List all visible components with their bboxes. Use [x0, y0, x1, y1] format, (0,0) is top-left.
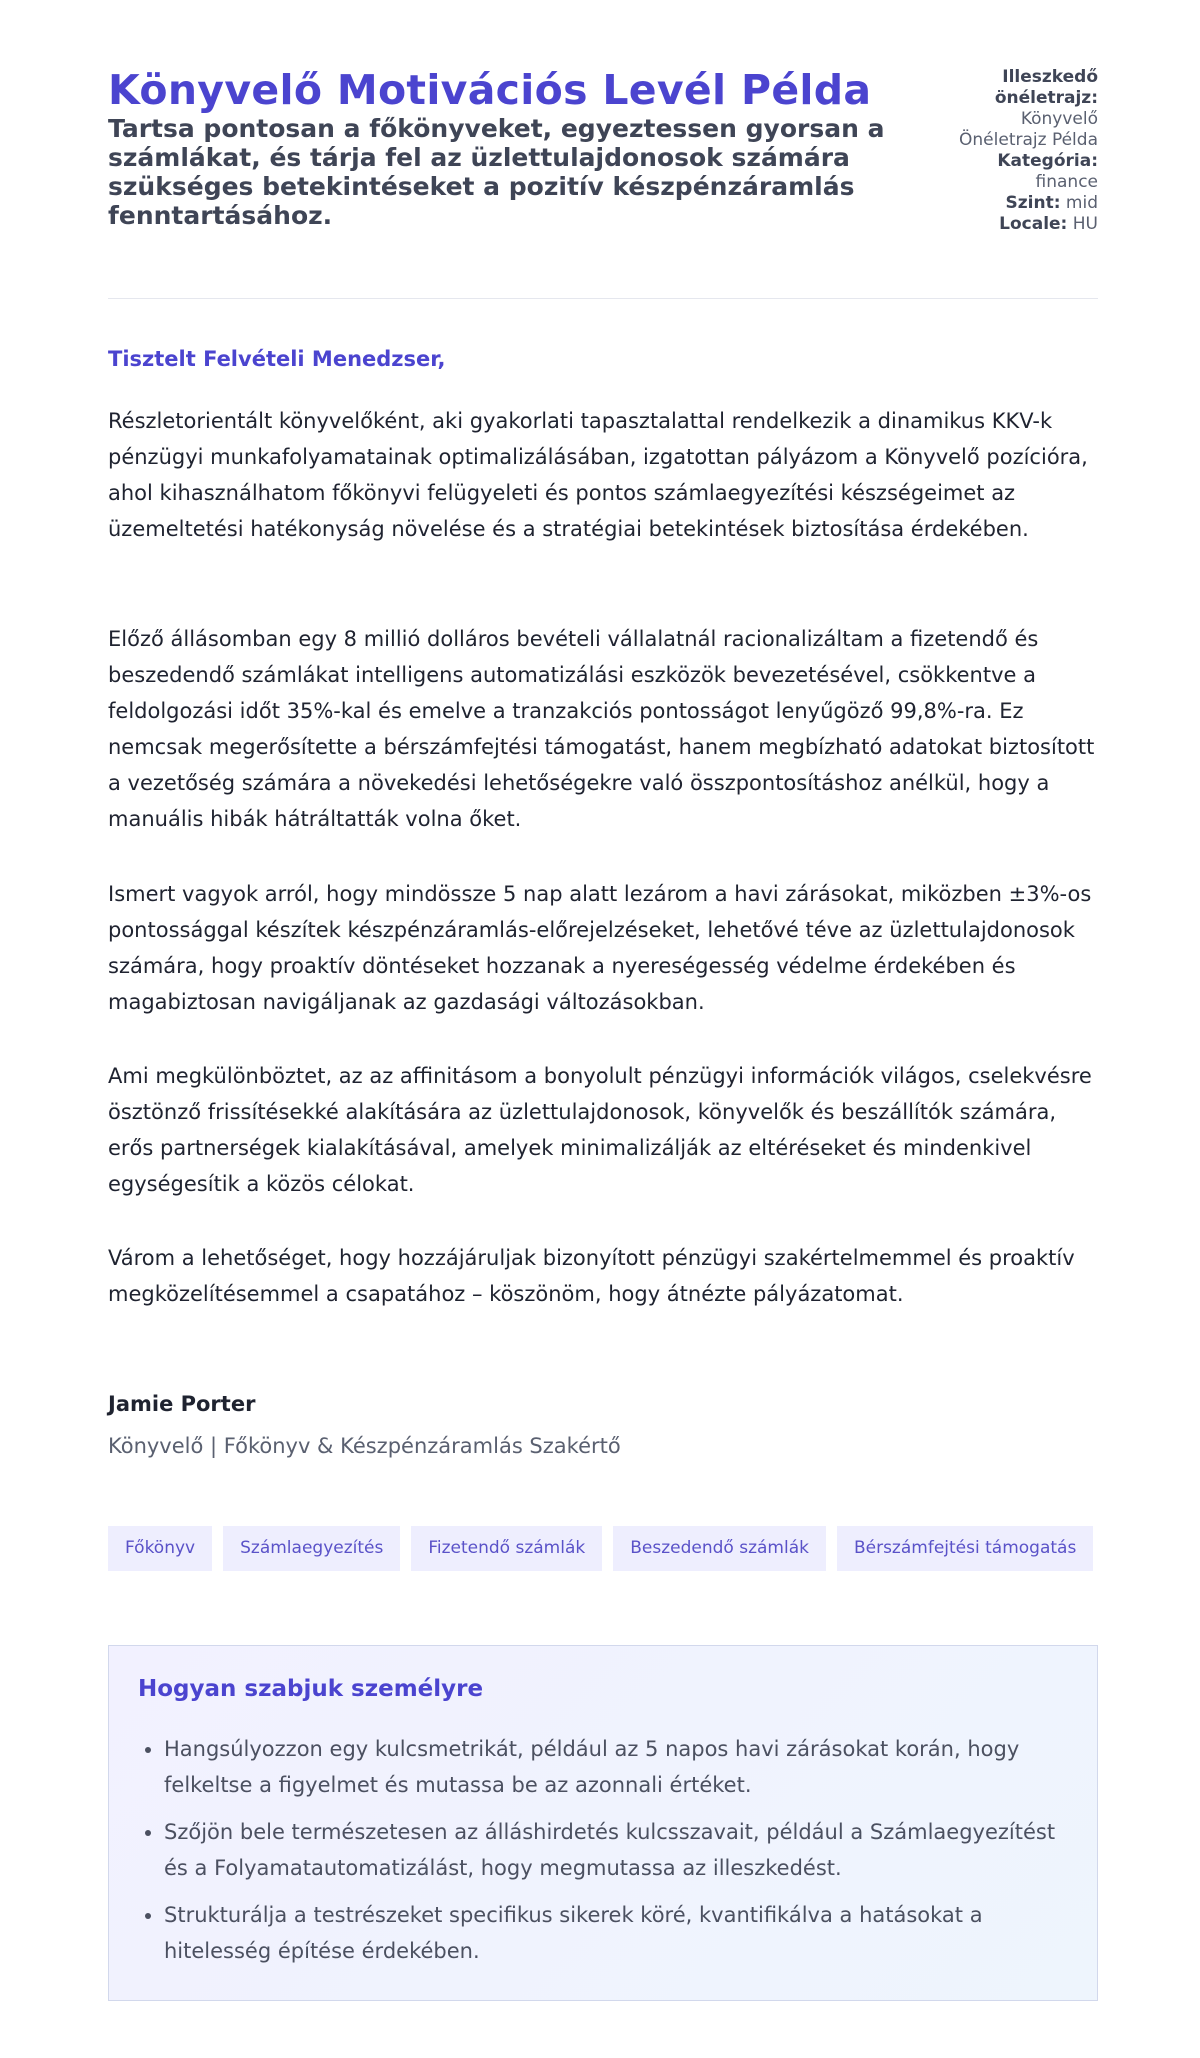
letter-paragraph: Előző állásomban egy 8 millió dolláros bevételi vállalatnál racionalizáltam a fizetendő és beszedendő számlákat intelligens automatizálási eszközök bevezetésével, csökkentve a feldolgozási időt 35%-kal és emelve a tranzakciós pontosságot lenyűgöző 99,8%-ra. Ez nemcsak megerősítette a bérszámfejtési támogatást, hanem megbízható adatokat biztosított a vezetőség számára a növekedési lehetőségekre való összpontosításhoz anélkül, hogy a manuális hibák hátráltatták volna őket.: [108, 627, 1095, 831]
skill-tag[interactable]: Bérszámfejtési támogatás: [837, 1526, 1093, 1571]
page-subtitle: Tartsa pontosan a főkönyveket, egyeztessen gyorsan a számlákat, és tárja fel az üzlettulajdonosok számára szükséges betekintéseket a pozitív készpénzáramlás fenntartásához.: [108, 114, 885, 230]
meta-locale-value: HU: [1072, 214, 1098, 234]
meta-resume-label: Illeszkedő önéletrajz:: [994, 67, 1098, 108]
letter-greeting: Tisztelt Felvételi Menedzser,: [108, 347, 446, 371]
tips-list-item: • Szőjön bele természetesen az álláshirdetés kulcsszavait, például a Számlaegyezítést és a Folyamatautomatizálást, hogy megmutassa az illeszkedést.: [164, 1814, 1084, 1886]
meta-locale: [948, 214, 1098, 235]
meta-locale-label: Locale:: [999, 214, 1068, 234]
letter-paragraph: Várom a lehetőséget, hogy hozzájáruljak bizonyított pénzügyi szakértelmemmel és proaktív megközelítésemmel a csapatához – köszönöm, hogy átnézte pályázatomat.: [108, 1246, 1075, 1306]
meta-category-label: Kategória:: [997, 151, 1098, 171]
skill-tag[interactable]: Főkönyv: [108, 1526, 212, 1571]
cover-letter-page: [108, 0, 1098, 1963]
skill-tags: [108, 1526, 1093, 1571]
skill-tag[interactable]: Fizetendő számlák: [411, 1526, 602, 1571]
skill-tag[interactable]: Számlaegyezítés: [223, 1526, 400, 1571]
meta-category: [948, 151, 1098, 193]
letter-paragraph: Ismert vagyok arról, hogy mindössze 5 nap alatt lezárom a havi zárásokat, miközben ±3%-os pontossággal készítek készpénzáramlás-előrejelzéseket, lehetővé téve az üzlettulajdonosok számára, hogy proaktív döntéseket hozzanak a nyereségesség védelme érdekében és magabiztosan navigáljanak az gazdasági változásokban.: [108, 882, 1092, 1014]
tips-list: [138, 1731, 1084, 1980]
meta-level: [948, 193, 1098, 214]
meta-level-label: Szint:: [1005, 193, 1061, 213]
tips-title: Hogyan szabjuk személyre: [138, 1676, 484, 1702]
letter-paragraph: Részletorientált könyvelőként, aki gyakorlati tapasztalattal rendelkezik a dinamikus KKV-k pénzügyi munkafolyamatainak optimalizálásában, izgatottan pályázom a Könyvelő pozícióra, ahol kihasználhatom főkönyvi felügyeleti és pontos számlaegyezítési készségeimet az üzemeltetési hatékonyság növelése és a stratégiai betekintések biztosítása érdekében.: [108, 409, 1088, 541]
meta-resume: [948, 67, 1098, 151]
customization-tips-box: [108, 1645, 1098, 2001]
meta-level-value: mid: [1065, 193, 1098, 213]
tips-list-item: • Hangsúlyozzon egy kulcsmetrikát, például az 5 napos havi zárásokat korán, hogy felkeltse a figyelmet és mutassa be az azonnali értéket.: [164, 1731, 1084, 1803]
letter-paragraph: Ami megkülönböztet, az az affinitásom a bonyolult pénzügyi információk világos, cselekvésre ösztönző frissítésekké alakítására az üzlettulajdonosok, könyvelők és beszállítók számára, erős partnerségek kialakításával, amelyek minimalizálják az eltéréseket és mindenkivel egységesítik a közös célokat.: [108, 1064, 1092, 1196]
page-title: Könyvelő Motivációs Levél Példa: [108, 66, 872, 114]
signature-title: Könyvelő | Főkönyv & Készpénzáramlás Szakértő: [108, 1434, 621, 1458]
page-header: [108, 0, 1098, 299]
tips-list-item: • Strukturálja a testrészeket specifikus sikerek köré, kvantifikálva a hatásokat a hitelesség építése érdekében.: [164, 1897, 1084, 1969]
meta-category-value: finance: [1035, 172, 1098, 192]
meta-resume-value[interactable]: Könyvelő Önéletrajz Példa: [959, 109, 1098, 150]
signature-name: Jamie Porter: [108, 1392, 256, 1416]
meta-panel: [948, 67, 1098, 235]
skill-tag[interactable]: Beszedendő számlák: [613, 1526, 826, 1571]
